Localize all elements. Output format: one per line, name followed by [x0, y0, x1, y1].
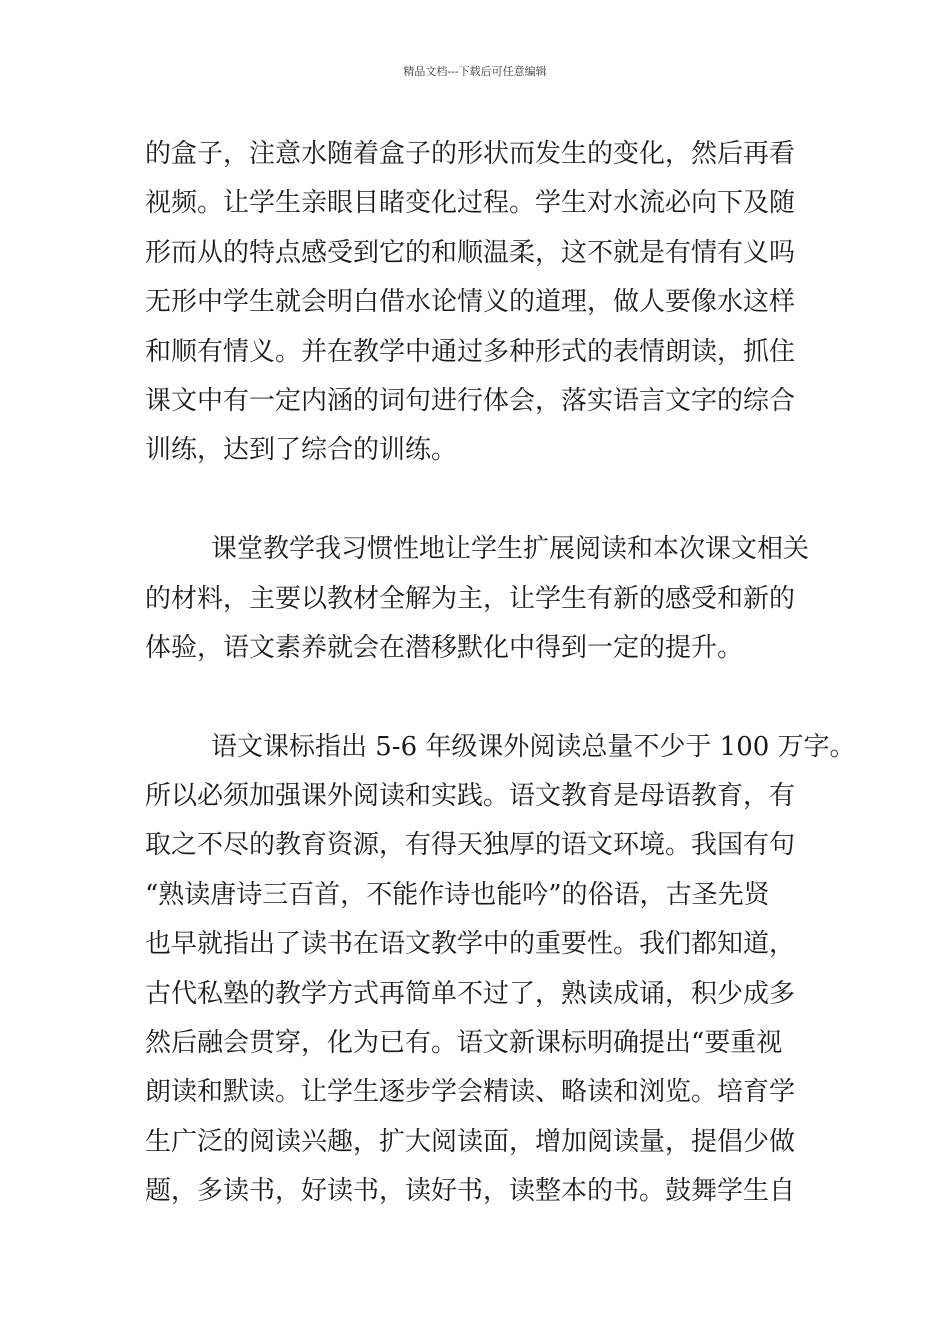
text-line: 的材料，主要以教材全解为主，让学生有新的感受和新的: [145, 583, 796, 614]
text-line: 朗读和默读。让学生逐步学会精读、略读和浏览。培育学: [145, 1077, 796, 1108]
page-header: 精品文档---下载后可任意编辑: [403, 65, 547, 78]
text-line: 语文课标指出 5-6 年级课外阅读总量不少于 100 万字。: [211, 731, 856, 762]
text-line: 所以必须加强课外阅读和实践。语文教育是母语教育，有: [145, 781, 796, 812]
paragraph-1: [145, 130, 865, 476]
text-line: 生广泛的阅读兴趣，扩大阅读面，增加阅读量，提倡少做: [145, 1126, 796, 1157]
text-line: 无形中学生就会明白借水论情义的道理，做人要像水这样: [145, 287, 796, 318]
paragraph-gap: [145, 476, 865, 525]
text-line: 训练，达到了综合的训练。: [145, 435, 458, 466]
paragraph-2: [145, 525, 865, 673]
text-line: 视频。让学生亲眼目睹变化过程。学生对水流必向下及随: [145, 188, 796, 219]
text-line: 然后融会贯穿，化为已有。语文新课标明确提出“要重视: [145, 1028, 783, 1059]
text-line: 体验，语文素养就会在潜移默化中得到一定的提升。: [145, 632, 744, 663]
text-line: 古代私塾的教学方式再简单不过了，熟读成诵，积少成多: [145, 978, 796, 1009]
text-line: 和顺有情义。并在教学中通过多种形式的表情朗读，抓住: [145, 336, 796, 367]
text-line: 课堂教学我习惯性地让学生扩展阅读和本次课文相关: [211, 534, 810, 565]
text-line: 取之不尽的教育资源，有得天独厚的语文环境。我国有句: [145, 830, 796, 861]
paragraph-gap: [145, 673, 865, 722]
text-line: “熟读唐诗三百首，不能作诗也能吟”的俗语，古圣先贤: [145, 879, 770, 910]
text-line: 形而从的特点感受到它的和顺温柔，这不就是有情有义吗: [145, 237, 796, 268]
paragraph-3: [145, 723, 865, 1217]
text-line: 的盒子，注意水随着盒子的形状而发生的变化，然后再看: [145, 139, 796, 169]
text-line: 题，多读书，好读书，读好书，读整本的书。鼓舞学生自: [145, 1176, 796, 1207]
text-line: 课文中有一定内涵的词句进行体会，落实语言文字的综合: [145, 385, 796, 416]
text-line: 也早就指出了读书在语文教学中的重要性。我们都知道，: [145, 929, 796, 960]
document-body: [145, 130, 865, 1217]
